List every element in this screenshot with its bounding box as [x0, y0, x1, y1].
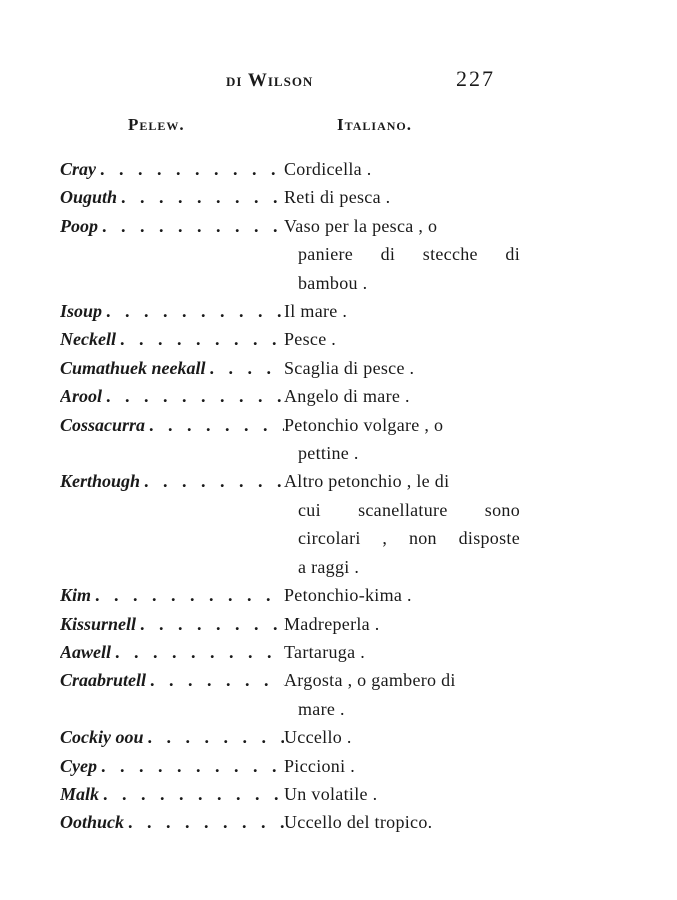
dot-leader: [116, 325, 284, 353]
glossary-entry: [60, 808, 530, 836]
translation-line: Altro petonchio , le di: [284, 471, 450, 492]
translation-line: Un volatile .: [284, 783, 378, 804]
glossary-entry: [60, 382, 530, 410]
glossary-entry: [60, 638, 530, 666]
pelew-word: Cumathuek neekall: [60, 357, 206, 378]
pelew-term: [60, 723, 284, 751]
dot-leader: [136, 610, 284, 638]
column-heading-italiano: Italiano.: [337, 115, 412, 134]
glossary-entry: [60, 411, 530, 468]
glossary-entry: [60, 467, 530, 581]
italian-translation: [284, 638, 520, 666]
italian-translation: [284, 183, 520, 211]
italian-translation: [284, 354, 520, 382]
glossary-list: [60, 155, 530, 837]
translation-line: Piccioni .: [284, 755, 355, 776]
glossary-entry: [60, 723, 530, 751]
glossary-entry: [60, 183, 530, 211]
dot-leader: [206, 354, 284, 382]
glossary-entry: [60, 752, 530, 780]
pelew-word: Poop: [60, 215, 98, 236]
italian-translation: [284, 581, 520, 609]
dot-leader: [145, 411, 284, 439]
running-title: di Wilson: [226, 70, 314, 91]
translation-line: bambou .: [298, 272, 368, 293]
glossary-entry: [60, 354, 530, 382]
dot-leader: [124, 808, 284, 836]
glossary-entry: [60, 212, 530, 297]
italian-translation: [284, 325, 520, 353]
glossary-entry: [60, 325, 530, 353]
translation-line: Vaso per la pesca , o: [284, 215, 438, 236]
dot-leader: [99, 780, 284, 808]
translation-line: Uccello del tropico.: [284, 812, 433, 833]
italian-translation: [284, 411, 520, 468]
italian-translation: [284, 212, 520, 297]
dot-leader: [97, 752, 284, 780]
pelew-word: Kissurnell: [60, 613, 137, 634]
pelew-term: [60, 155, 284, 183]
translation-line: Uccello .: [284, 727, 352, 748]
translation-line: Madreperla .: [284, 613, 380, 634]
translation-line: a raggi .: [298, 556, 360, 577]
pelew-word: Cossacurra: [60, 414, 146, 435]
pelew-word: Neckell: [60, 329, 116, 350]
glossary-entry: [60, 780, 530, 808]
pelew-term: [60, 752, 284, 780]
pelew-word: Craabrutell: [60, 670, 147, 691]
pelew-term: [60, 467, 284, 495]
translation-line: Argosta , o gambero di: [284, 670, 456, 691]
dot-leader: [111, 638, 284, 666]
dot-leader: [98, 212, 284, 240]
glossary-entry: [60, 581, 530, 609]
dot-leader: [102, 297, 284, 325]
italian-translation: [284, 155, 520, 183]
translation-line: Tartaruga .: [284, 641, 365, 662]
pelew-term: [60, 610, 284, 638]
translation-line: cui scanellature sono: [298, 499, 520, 520]
italian-translation: [284, 723, 520, 751]
pelew-term: [60, 183, 284, 211]
dot-leader: [140, 467, 284, 495]
pelew-term: [60, 325, 284, 353]
pelew-term: [60, 354, 284, 382]
italian-translation: [284, 752, 520, 780]
pelew-word: Cockiy oou: [60, 727, 144, 748]
pelew-term: [60, 666, 284, 694]
pelew-term: [60, 581, 284, 609]
italian-translation: [284, 610, 520, 638]
pelew-term: [60, 638, 284, 666]
translation-line: paniere di stecche di: [298, 244, 520, 265]
italian-translation: [284, 467, 520, 581]
translation-line: Il mare .: [284, 301, 348, 322]
page-number: 227: [456, 66, 495, 91]
glossary-entry: [60, 155, 530, 183]
dot-leader: [144, 723, 285, 751]
pelew-term: [60, 780, 284, 808]
dot-leader: [102, 382, 284, 410]
italian-translation: [284, 666, 520, 723]
pelew-word: Arool: [60, 386, 103, 407]
pelew-term: [60, 297, 284, 325]
pelew-word: Kerthough: [60, 471, 141, 492]
glossary-entry: [60, 610, 530, 638]
pelew-term: [60, 808, 284, 836]
pelew-term: [60, 382, 284, 410]
pelew-word: Malk: [60, 783, 100, 804]
dot-leader: [96, 155, 284, 183]
pelew-term: [60, 212, 284, 240]
translation-line: Petonchio-kima .: [284, 585, 412, 606]
translation-line: Reti di pesca .: [284, 187, 391, 208]
translation-line: Pesce .: [284, 329, 337, 350]
pelew-word: Aawell: [60, 641, 112, 662]
italian-translation: [284, 780, 520, 808]
translation-line: pettine .: [298, 443, 359, 464]
translation-line: circolari , non disposte: [298, 528, 520, 549]
pelew-word: Cyep: [60, 755, 97, 776]
pelew-word: Cray: [60, 159, 96, 179]
translation-line: Cordicella .: [284, 159, 372, 179]
glossary-entry: [60, 666, 530, 723]
dot-leader: [91, 581, 284, 609]
pelew-term: [60, 411, 284, 439]
glossary-entry: [60, 297, 530, 325]
dot-leader: [117, 183, 284, 211]
italian-translation: [284, 808, 520, 836]
pelew-word: Oothuck: [60, 812, 125, 833]
dot-leader: [146, 666, 284, 694]
column-heading-pelew: Pelew.: [128, 115, 185, 134]
translation-line: mare .: [298, 698, 345, 719]
translation-line: Petonchio volgare , o: [284, 414, 444, 435]
pelew-word: Ouguth: [60, 187, 118, 208]
translation-line: Scaglia di pesce .: [284, 357, 415, 378]
italian-translation: [284, 297, 520, 325]
pelew-word: Kim: [60, 585, 92, 606]
pelew-word: Isoup: [60, 301, 103, 322]
italian-translation: [284, 382, 520, 410]
translation-line: Angelo di mare .: [284, 386, 410, 407]
